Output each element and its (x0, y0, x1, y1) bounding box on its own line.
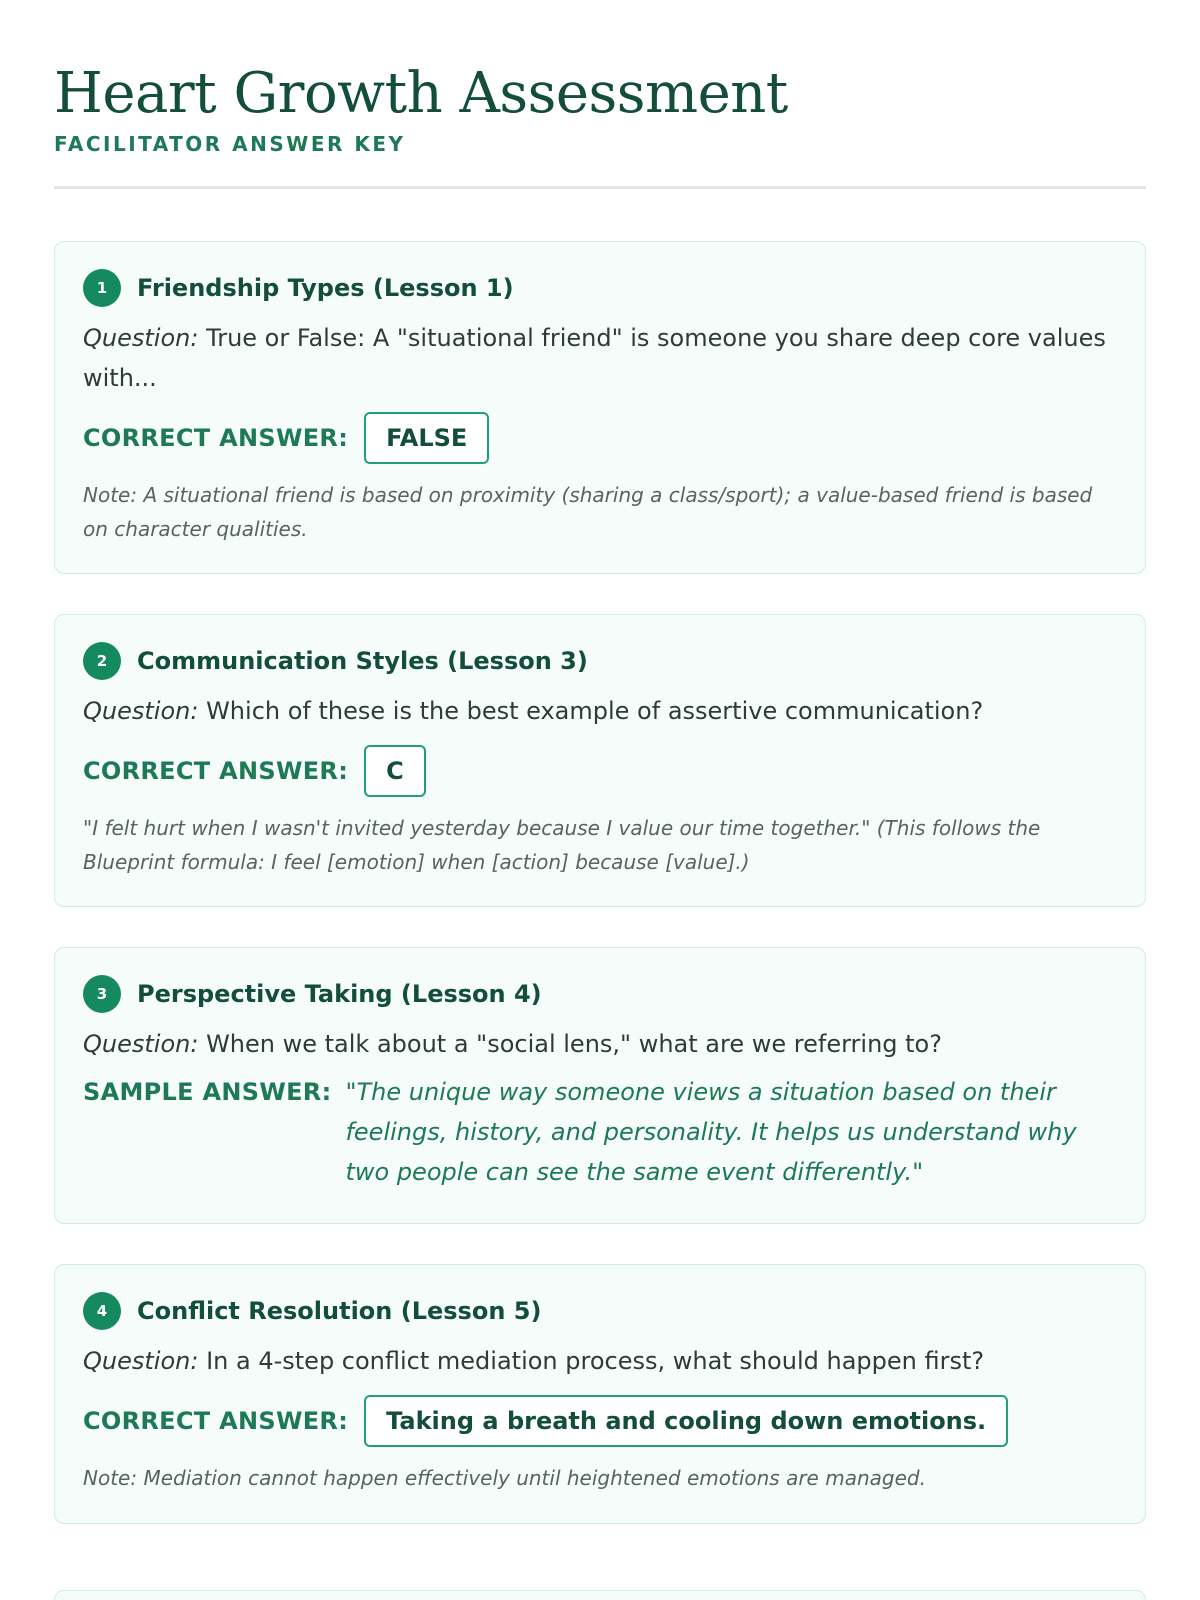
question-card-3 (54, 947, 1146, 1224)
card-header (83, 268, 1117, 308)
card-header (83, 1291, 1117, 1331)
question-text (83, 318, 1117, 398)
question-card-4 (54, 1264, 1146, 1524)
sample-answer-text: "The unique way someone views a situation based on their feelings, history, and personality. It helps us understand why two people can see the same event differently." (345, 1078, 1077, 1186)
answer-label: SAMPLE ANSWER: (83, 1078, 332, 1106)
card-title: Communication Styles (Lesson 3) (137, 647, 588, 675)
question-text (83, 1024, 1117, 1064)
document-title: Heart Growth Assessment (54, 61, 788, 126)
document-subtitle: FACILITATOR ANSWER KEY (54, 132, 406, 156)
question-label: Question: (83, 1347, 199, 1375)
next-card-edge (54, 1590, 1146, 1600)
answer-note: Note: A situational friend is based on proximity (sharing a class/sport); a value-based friend is based on character qualities. (83, 483, 1093, 541)
question-card-1 (54, 241, 1146, 574)
question-number-badge: 1 (83, 269, 121, 307)
card-title: Perspective Taking (Lesson 4) (137, 980, 542, 1008)
answer-row (83, 412, 1117, 464)
header-divider (54, 186, 1146, 189)
question-label: Question: (83, 697, 199, 725)
question-text (83, 1341, 1117, 1381)
question-body: Which of these is the best example of assertive communication? (206, 697, 984, 725)
answer-label: CORRECT ANSWER: (83, 757, 349, 785)
answer-row (83, 1395, 1117, 1447)
answer-row (83, 745, 1117, 797)
card-title: Conflict Resolution (Lesson 5) (137, 1297, 542, 1325)
question-body: In a 4-step conflict mediation process, what should happen first? (206, 1347, 985, 1375)
question-card-2 (54, 614, 1146, 907)
question-label: Question: (83, 1030, 199, 1058)
answer-box: Taking a breath and cooling down emotions. (364, 1395, 1008, 1447)
question-number-badge: 3 (83, 975, 121, 1013)
card-title: Friendship Types (Lesson 1) (137, 274, 514, 302)
answer-box: C (364, 745, 426, 797)
question-text (83, 691, 1117, 731)
answer-box: FALSE (364, 412, 489, 464)
question-body: When we talk about a "social lens," what are we referring to? (206, 1030, 942, 1058)
answer-note: Note: Mediation cannot happen effectively until heightened emotions are managed. (83, 1466, 926, 1490)
answer-label: CORRECT ANSWER: (83, 1407, 349, 1435)
card-header (83, 974, 1117, 1014)
sample-answer-row (83, 1072, 1117, 1192)
question-body: True or False: A "situational friend" is someone you share deep core values with... (83, 324, 1106, 392)
answer-note: "I felt hurt when I wasn't invited yesterday because I value our time together." (This follows the Blueprint formula: I feel [emotion] when [action] because [value].) (83, 816, 1041, 874)
card-header (83, 641, 1117, 681)
question-number-badge: 2 (83, 642, 121, 680)
answer-label: CORRECT ANSWER: (83, 424, 349, 452)
question-label: Question: (83, 324, 199, 352)
question-number-badge: 4 (83, 1292, 121, 1330)
